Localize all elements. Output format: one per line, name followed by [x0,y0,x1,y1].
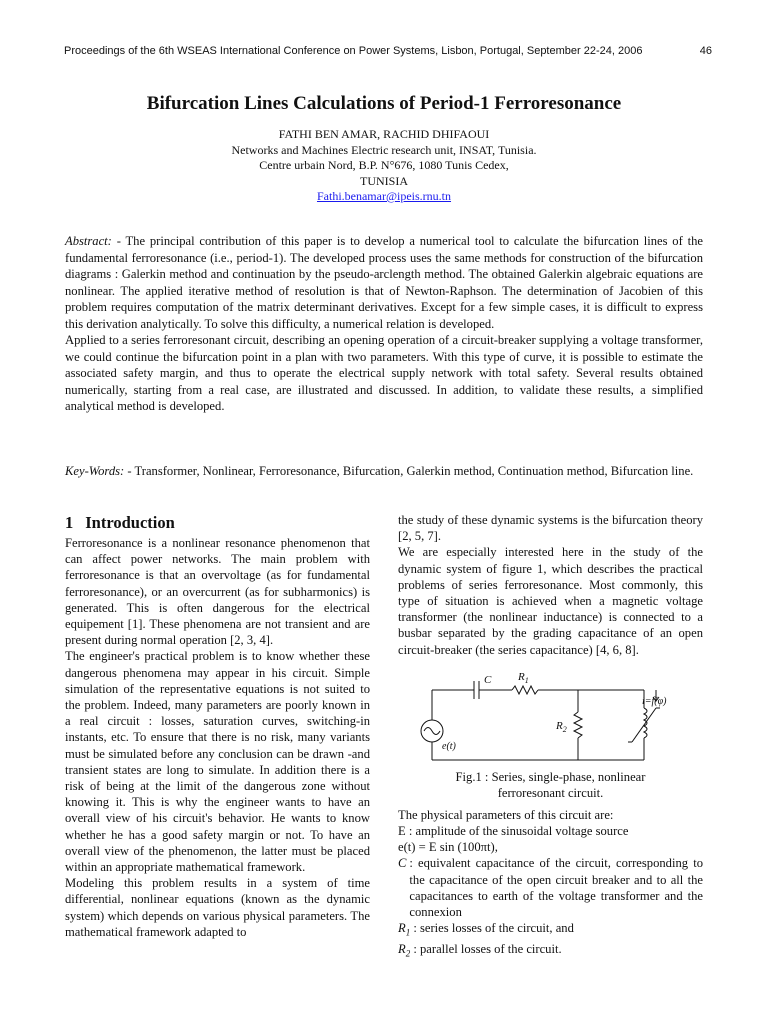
resistor-r1-icon [512,686,538,694]
label-r1: $R_1$ [518,670,529,685]
nonlinear-slash [632,708,656,742]
author-block [0,127,768,205]
resistor-r2-icon [574,712,582,738]
abstract-paragraph-2: Applied to a series ferroresonant circuit, describing an opening operation of a circuit-breaker supplying a voltage transformer, we could continue the bifurcation point in a plan with two parameters. With this type of curve, it is possible to estimate the associated safety margin, and thus to operate the electrical supply network with total safety. Several results obtained numerically, starting from a real case, are illustrated and discussed. In addition, to validate these results, a simplified analytical method is developed. [65,333,703,413]
figure-caption-line-1: Fig.1 : Series, single-phase, nonlinear [455,769,646,784]
figure-1 [398,670,703,766]
author-email-link[interactable]: Fathi.benamar@ipeis.rnu.tn [316,189,452,203]
keywords-label: Key-Words: [65,464,125,478]
abstract-text-1: - The principal contribution of this paper is to develop a numerical tool to calculate the bifurcation lines of the fundamental ferroresonance (i.e., period-1). The developed process uses the same methods for construction of the bifurcation diagrams : Galerkin method and continuation by the pseudo-arclength method. The obtained Galerkin algebraic equations are nonlinear. The applied iterative method of resolution is that of Newton-Raphson. The determination of Jacobien of this problem requires computation of the matrix determinant derivatives. Except for a few simple cases, it is difficult to express this derivation analytically. To solve this difficulty, a numerical relation is developed. [65,234,703,331]
abstract [65,233,703,415]
header-text: Proceedings of the 6th WSEAS International Conference on Power Systems, Lisbon, Portugal, September 22-24, 2006 [64,45,643,57]
param-c-key: C [398,856,407,871]
params-intro: The physical parameters of this circuit are: [398,807,614,822]
circuit-diagram [412,670,692,766]
param-e-amplitude: E : amplitude of the sinusoidal voltage source [398,824,629,839]
intro-paragraph-5: We are especially interested here in the study of the dynamic system of figure 1, which describes the practical problems of series ferroresonance. Most commonly, this type of situation is achieved when a magnetic voltage transformer (the nonlinear inductance) is connected to a busbar separated by the grading capacitance of an open circuit-breaker (the series capacitance) [4, 6, 8]. [398,545,703,657]
figure-caption-line-2: ferroresonant circuit. [497,785,604,800]
param-r2: $R_2$ : parallel losses of the circuit. [398,941,562,959]
affiliation-line-2: Centre urbain Nord, B.P. N°676, 1080 Tunis Cedex, [259,158,509,172]
intro-paragraph-1: Ferroresonance is a nonlinear resonance phenomenon that can affect power networks. The main problem with ferroresonance is that an overvoltage (as for fundamental ferroresonance), or an overcurrent (as for subharmonics) is generated. This is often dangerous for the electrical equipement [1]. These phenomena are not transient and are present during normal operation [2, 3, 4]. [65,536,370,648]
section-heading [65,512,370,534]
label-c: C [484,673,492,686]
abstract-paragraph-1 [65,233,703,332]
right-column [398,512,703,962]
affiliation-line-1: Networks and Machines Electric research unit, INSAT, Tunisia. [231,142,537,157]
label-i-f-phi: i=f(φ) [642,695,667,707]
keywords-text: - Transformer, Nonlinear, Ferroresonance, Bifurcation, Galerkin method, Continuation method, Bifurcation line. [127,464,694,478]
page-number: 46 [699,45,712,57]
sine-wave-icon [424,727,440,734]
label-r2: $R_2$ [556,719,567,734]
section-title: Introduction [85,513,175,532]
figure-caption [398,769,703,801]
intro-paragraph-4: the study of these dynamic systems is the bifurcation theory [2, 5, 7]. [398,513,703,544]
section-number: 1 [65,513,74,532]
author-names: FATHI BEN AMAR, RACHID DHIFAOUI [278,127,490,141]
running-header [64,45,712,57]
param-e-t: e(t) = E sin (100πt), [398,840,498,855]
param-c [398,855,703,920]
param-r1: $R_1$ : series losses of the circuit, and [398,921,574,938]
intro-paragraph-2: The engineer's practical problem is to know whether these dangerous phenomena may appear in his circuit. Simple simulation of the representative equations is not suited to the problem. Indeed, many parameters are poorly known in a real circuit : losses, saturation curves, switching-in instants, etc. To ensure that there is no risk, many variants must be simulated before any conclusion can be drawn -and transient states are long to simulate. In addition there is a risk of being at the limit of the dangerous zone without knowing it. This is why the engineer wants to have an overall view of his circuit's behavior. He wants to know whether he has a good safety margin or not. To have an overall view of the phenomenon, the latter must be placed within an appropriate mathematical framework. [65,649,370,875]
keywords [65,463,703,480]
intro-paragraph-3: Modeling this problem results in a system of time differential, nonlinear equations (known as the dynamic system) which depends on various physical parameters. The mathematical framework adapted to [65,876,370,939]
left-column [65,512,370,940]
abstract-label: Abstract: [65,234,112,248]
label-e-t: e(t) [442,740,456,752]
param-c-text: : equivalent capacitance of the circuit, corresponding to the capacitance of the open circuit breaker and to all the capacitances to earth of the voltage transformer and the connexion [409,856,703,920]
paper-title: Bifurcation Lines Calculations of Period-1 Ferroresonance [146,93,622,114]
affiliation-country: TUNISIA [360,173,408,188]
